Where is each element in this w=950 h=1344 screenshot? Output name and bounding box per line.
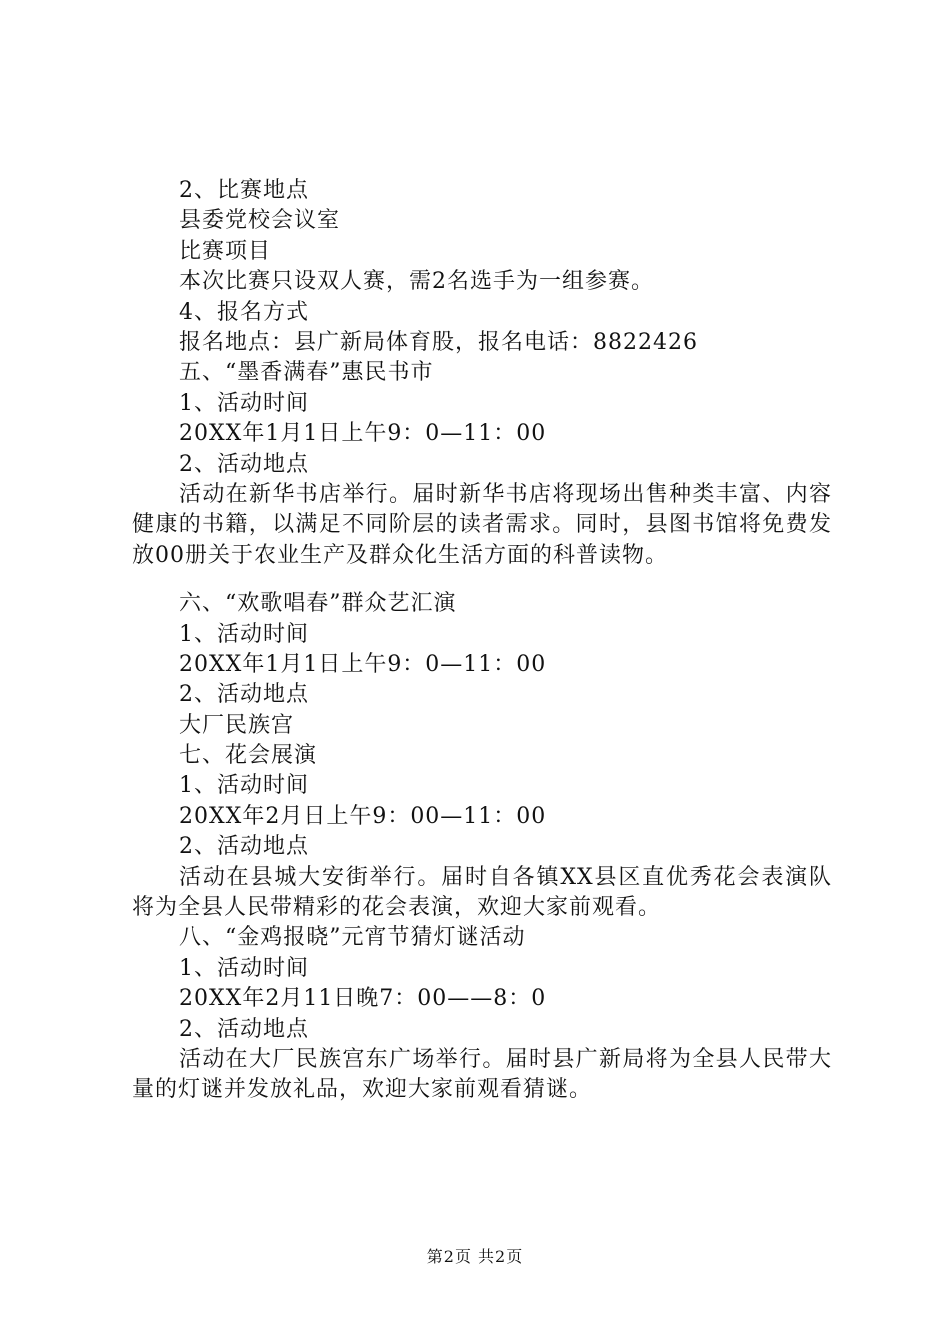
text-line: 大厂民族宫 — [179, 712, 295, 738]
text-line: 20XX年1月1日上午9：0—11：00 — [179, 651, 547, 677]
text-line: 县委党校会议室 — [179, 208, 341, 234]
section-heading: 五、“墨香满春”惠民书市 — [179, 360, 434, 386]
page-footer: 第2页 共2页 — [426, 1247, 524, 1266]
paragraph: 活动在新华书店举行。届时新华书店将现场出售种类丰富、内容健康的书籍，以满足不同阶层的读者需求。同时，县图书馆将免费发放00册关于农业生产及群众化生活方面的科普读物。 — [132, 481, 832, 568]
text-line: 1、活动时间 — [179, 390, 309, 416]
section-heading: 七、花会展演 — [179, 743, 318, 769]
text-line: 1、活动时间 — [179, 773, 309, 799]
text-line: 4、报名方式 — [179, 299, 309, 325]
text-line: 比赛项目 — [179, 238, 272, 264]
text-line: 2、活动地点 — [179, 451, 309, 477]
text-line: 2、比赛地点 — [179, 178, 309, 203]
text-line: 2、活动地点 — [179, 834, 309, 860]
paragraph: 活动在大厂民族宫东广场举行。届时县广新局将为全县人民带大量的灯谜并发放礼品，欢迎大家前观看猜谜。 — [132, 1047, 832, 1103]
document-body — [132, 176, 832, 1106]
paragraph: 活动在县城大安街举行。届时自各镇XX县区直优秀花会表演队将为全县人民带精彩的花会表演，欢迎大家前观看。 — [132, 864, 832, 921]
text-line: 本次比赛只设双人赛，需2名选手为一组参赛。 — [179, 269, 654, 295]
text-line: 1、活动时间 — [179, 621, 309, 647]
text-line: 报名地点：县广新局体育股，报名电话：8822426 — [179, 329, 698, 355]
text-line: 20XX年2月日上午9：00—11：00 — [179, 803, 547, 829]
text-line: 1、活动时间 — [179, 955, 309, 981]
paragraph-gap — [132, 571, 832, 589]
section-heading: 八、“金鸡报晓”元宵节猜灯谜活动 — [179, 925, 526, 951]
text-line: 2、活动地点 — [179, 682, 309, 708]
text-line: 20XX年2月11日晚7：00——8：0 — [179, 986, 547, 1012]
section-heading: 六、“欢歌唱春”群众艺汇演 — [179, 591, 457, 617]
text-line: 2、活动地点 — [179, 1016, 309, 1042]
text-line: 20XX年1月1日上午9：0—11：00 — [179, 421, 547, 447]
